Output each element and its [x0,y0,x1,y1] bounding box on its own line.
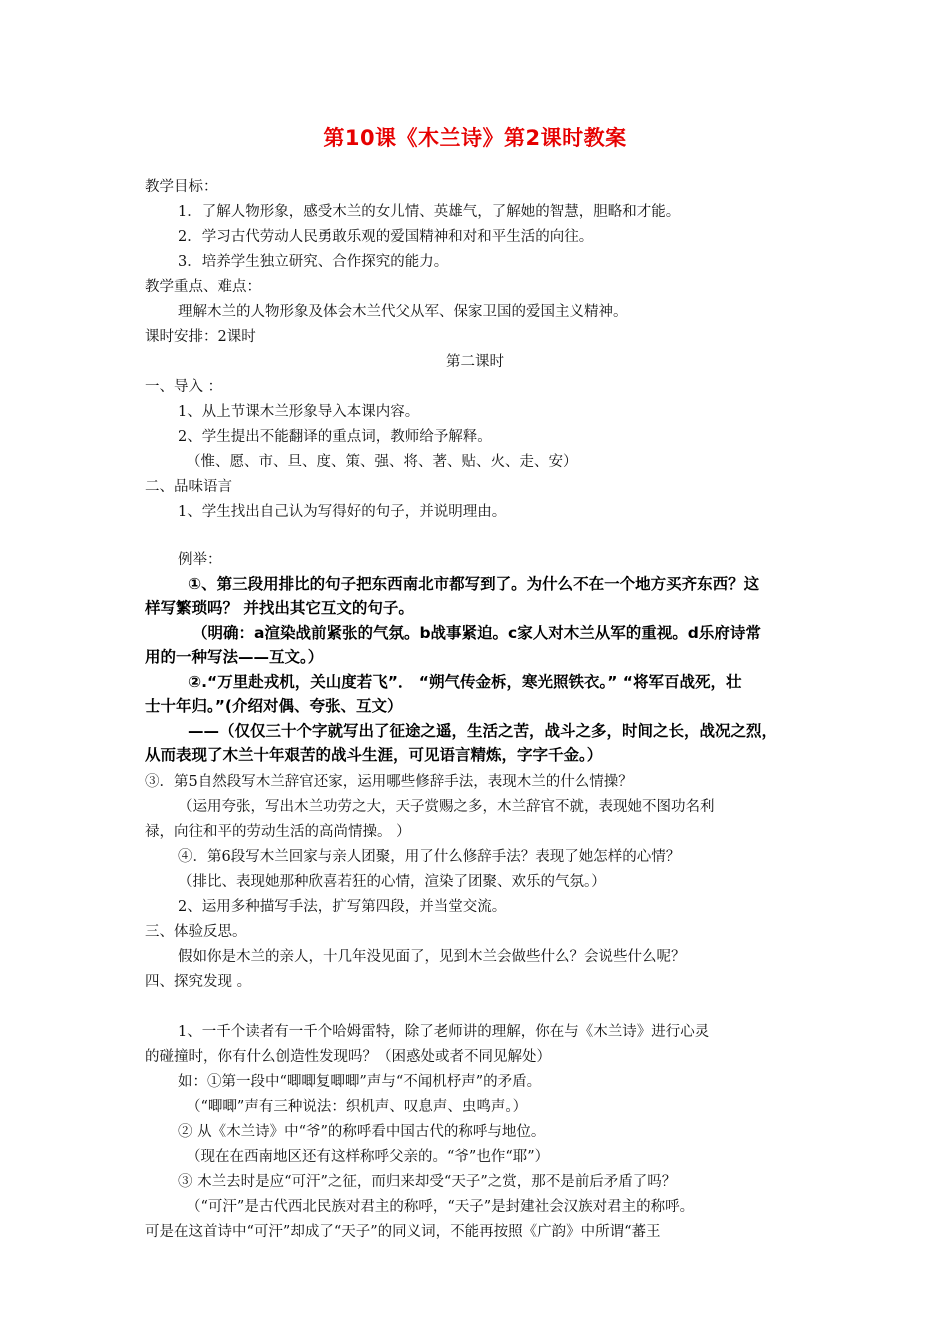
section-heading: 三、体验反思。 [145,924,247,940]
text-line: 1、学生找出自己认为写得好的句子，并说明理由。 [178,504,507,520]
section-heading: 四、探究发现 。 [145,974,252,990]
document-title: 第10课《木兰诗》第2课时教案 [323,126,627,150]
text-line: （排比、表现她那种欣喜若狂的心情，渲染了团聚、欢乐的气氛。） [178,874,606,890]
section-heading: 教学重点、难点： [145,279,261,295]
text-line: 2、运用多种描写手法，扩写第四段，并当堂交流。 [178,899,507,915]
text-line: 可是在这首诗中“可汗”却成了“天子”的同义词，不能再按照《广韵》中所谓“蕃王 [145,1224,661,1240]
bold-text-line: 用的一种写法——互文。） [145,648,324,666]
text-line: 1、从上节课木兰形象导入本课内容。 [178,404,420,420]
bold-text-line: ——（仅仅三十个字就写出了征途之遥，生活之苦，战斗之多，时间之长，战况之烈， [188,722,778,740]
text-line: 课时安排：2课时 [145,329,256,345]
text-line: 3．培养学生独立研究、合作探究的能力。 [178,254,449,270]
text-line: 理解木兰的人物形象及体会木兰代父从军、保家卫国的爱国主义精神。 [178,304,628,320]
text-line: 如：①第一段中“唧唧复唧唧”声与“不闻机杼声”的矛盾。 [178,1074,542,1090]
bold-text-line: 样写繁琐吗？ 并找出其它互文的句子。 [145,599,414,617]
text-line: ③ 木兰去时是应“可汗”之征，而归来却受“天子”之赏，那不是前后矛盾了吗？ [178,1174,677,1190]
text-line: 2．学习古代劳动人民勇敢乐观的爱国精神和对和平生活的向往。 [178,229,594,245]
text-line: 2、学生提出不能翻译的重点词，教师给予解释。 [178,429,492,445]
text-line: ② 从《木兰诗》中“爷”的称呼看中国古代的称呼与地位。 [178,1124,546,1140]
text-line: ④．第6段写木兰回家与亲人团聚，用了什么修辞手法？表现了她怎样的心情？ [178,849,681,865]
text-line: ③．第5自然段写木兰辞官还家，运用哪些修辞手法，表现木兰的什么情操？ [145,774,633,790]
text-line: （运用夸张，写出木兰功劳之大，天子赏赐之多，木兰辞官不就，表现她不图功名利 [178,799,715,815]
text-line: 假如你是木兰的亲人，十几年没见面了，见到木兰会做些什么？会说些什么呢？ [178,949,686,965]
bold-text-line: （明确：a渲染战前紧张的气氛。b战事紧迫。c家人对木兰从军的重视。d乐府诗常 [192,624,761,642]
text-line: 的碰撞时，你有什么创造性发现吗？（困惑处或者不同见解处） [145,1049,551,1065]
text-line: 1．了解人物形象，感受木兰的女儿情、英雄气，了解她的智慧，胆略和才能。 [178,204,681,220]
text-line: （“可汗”是古代西北民族对君主的称呼，“天子”是封建社会汉族对君主的称呼。 [186,1199,695,1215]
bold-text-line: 士十年归。”(介绍对偶、夸张、互文） [145,697,403,715]
text-line: （“唧唧”声有三种说法：织机声、叹息声、虫鸣声。） [186,1099,528,1115]
text-line: 1、一千个读者有一千个哈姆雷特，除了老师讲的理解，你在与《木兰诗》进行心灵 [178,1024,710,1040]
section-heading: 二、品味语言 [145,479,232,495]
text-line: 禄，向往和平的劳动生活的高尚情操。 ） [145,824,411,840]
section-heading: 一、导入 ： [145,379,223,395]
bold-text-line: ①、第三段用排比的句子把东西南北市都写到了。为什么不在一个地方买齐东西？这 [188,575,760,593]
text-line: 例举： [178,552,222,568]
text-line: （现在在西南地区还有这样称呼父亲的。“爷”也作“耶”） [186,1149,550,1165]
text-line: （惟、愿、市、旦、度、策、强、将、著、贴、火、走、安） [186,454,578,470]
lesson-subheading: 第二课时 [446,354,504,370]
bold-text-line: ②.“万里赴戎机，关山度若飞”． “朔气传金柝，寒光照铁衣。” “将军百战死，壮 [188,673,742,691]
section-heading: 教学目标： [145,179,218,195]
bold-text-line: 从而表现了木兰十年艰苦的战斗生涯，可见语言精炼，字字千金。） [145,746,603,764]
